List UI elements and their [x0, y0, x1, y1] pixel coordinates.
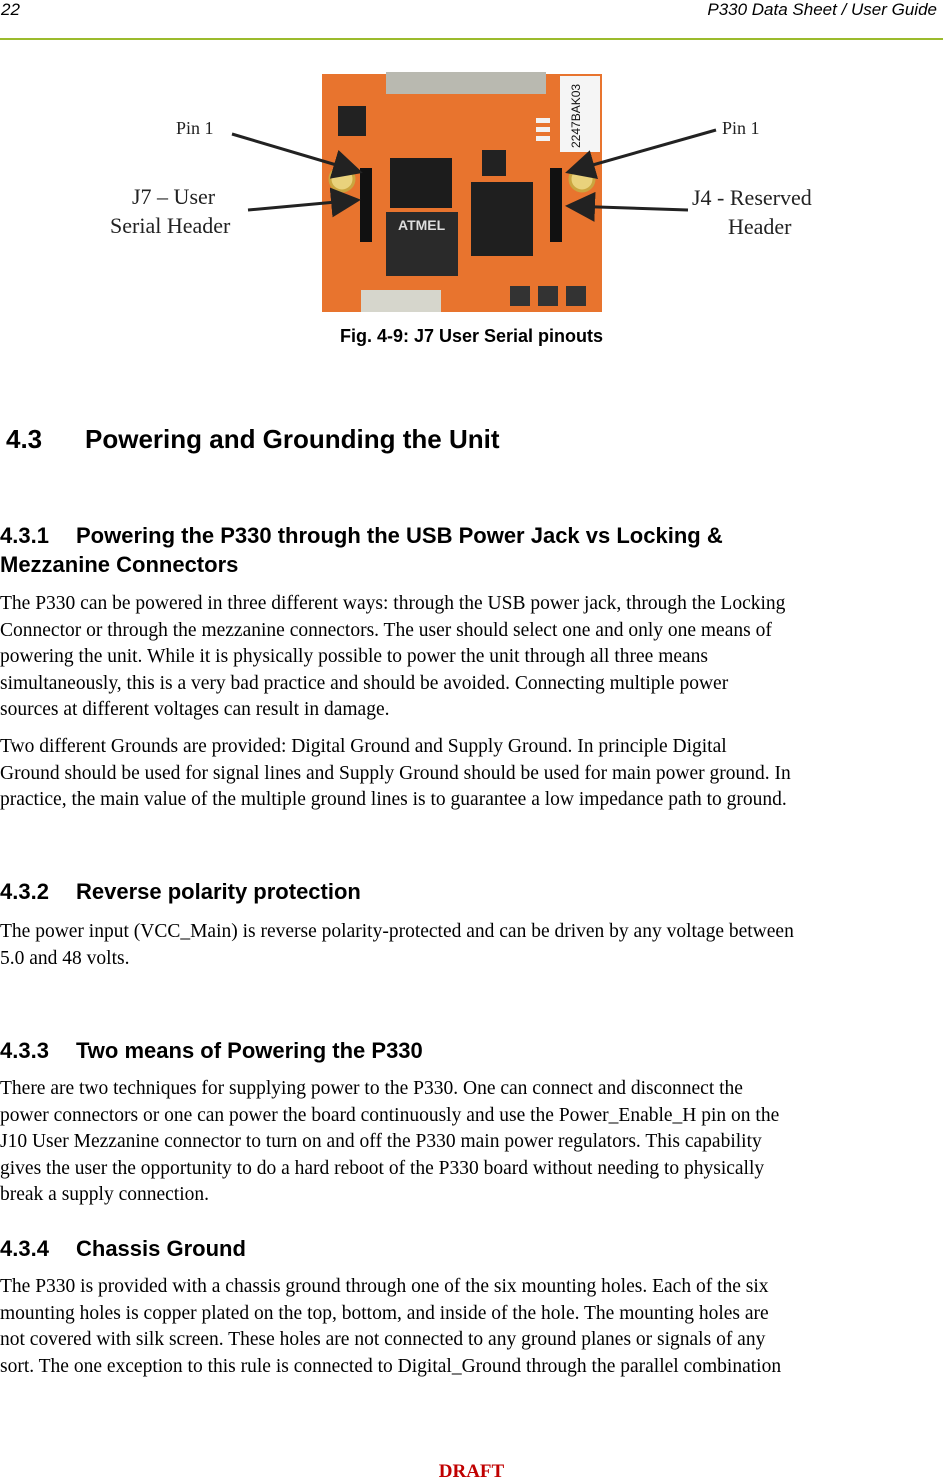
chip-upper [390, 158, 452, 208]
text-line: power connectors or one can power the board continuously and use the Power_Enable_H pin on the [0, 1104, 780, 1126]
text-line: Two different Grounds are provided: Digital Ground and Supply Ground. In principle Digital [0, 736, 727, 757]
paragraph-chassis-ground [0, 1274, 940, 1380]
text-line: powering the unit. While it is physically possible to power the unit through all three means [0, 646, 709, 668]
board-photo [106, 72, 836, 314]
figure-caption: Fig. 4-9: J7 User Serial pinouts [339, 326, 604, 346]
j4-header [550, 168, 562, 242]
subsection-title-cont: Mezzanine Connectors [0, 552, 239, 577]
led-2 [536, 127, 550, 132]
led-1 [536, 118, 550, 123]
text-line: practice, the main value of the multiple ground lines is to guarantee a low impedance path to ground. [0, 789, 787, 811]
text-line: sources at different voltages can result in damage. [0, 699, 390, 721]
text-line: mounting holes is copper plated on the top, bottom, and inside of the hole. The mounting holes are [0, 1302, 769, 1324]
text-line: break a supply connection. [0, 1184, 210, 1206]
bottom-connector [361, 290, 441, 312]
subsection-number: 4.3.3 [0, 1038, 49, 1063]
section-heading-4-3 [6, 424, 500, 455]
text-line: gives the user the opportunity to do a hard reboot of the P330 board without needing to physically [0, 1157, 765, 1179]
subsection-title: Two means of Powering the P330 [76, 1038, 423, 1063]
text-line: Ground should be used for signal lines and Supply Ground should be used for main power ground. In [0, 762, 791, 784]
page-header [0, 0, 943, 40]
subsection-title: Powering the P330 through the USB Power Jack vs Locking & [76, 523, 723, 548]
paragraph-grounds [0, 734, 940, 814]
text-line: J10 User Mezzanine connector to turn on and off the P330 main power regulators. This capability [0, 1131, 762, 1153]
chip-right [471, 182, 533, 256]
paragraph-power-sources [0, 591, 940, 724]
subsection-heading-4-3-3 [0, 1036, 900, 1065]
draft-watermark: DRAFT [438, 1461, 505, 1482]
subsection-number: 4.3.2 [0, 879, 49, 904]
text-line: The P330 can be powered in three different ways: through the USB power jack, through the Locking [0, 593, 786, 614]
subsection-heading-4-3-1 [0, 521, 900, 579]
subsection-title: Reverse polarity protection [76, 879, 361, 904]
label-pin1-left: Pin 1 [176, 118, 214, 138]
label-j7-line2: Serial Header [110, 213, 231, 238]
section-title: Powering and Grounding the Unit [85, 424, 500, 454]
section-number: 4.3 [6, 424, 43, 454]
subsection-heading-4-3-4 [0, 1234, 900, 1263]
text-line: There are two techniques for supplying power to the P330. One can connect and disconnect the [0, 1078, 743, 1099]
j7-header [360, 168, 372, 242]
paragraph-two-means [0, 1076, 940, 1209]
chip-mid [482, 150, 506, 176]
page-number: 22 [1, 0, 20, 19]
text-line: sort. The one exception to this rule is connected to Digital_Ground through the parallel combination [0, 1355, 782, 1377]
led-3 [536, 136, 550, 141]
inductor-2 [538, 286, 558, 306]
label-pin1-right: Pin 1 [722, 118, 760, 138]
header-rule [0, 38, 943, 40]
paragraph-reverse-polarity [0, 919, 940, 972]
text-line: The P330 is provided with a chassis ground through one of the six mounting holes. Each of the six [0, 1276, 769, 1297]
text-line: The power input (VCC_Main) is reverse polarity-protected and can be driven by any voltage between [0, 921, 794, 942]
chip-small [338, 106, 366, 136]
board-photo-figure [106, 72, 836, 314]
label-j4-line2: Header [728, 214, 792, 239]
chip-brand-text: ATMEL [398, 217, 446, 233]
top-connector [386, 72, 546, 94]
text-line: 5.0 and 48 volts. [0, 947, 130, 969]
serial-sticker-text: 2247BAK03 [569, 83, 583, 148]
subsection-heading-4-3-2 [0, 877, 900, 906]
label-j7-line1: J7 – User [132, 184, 216, 209]
label-j4-line1: J4 - Reserved [692, 185, 812, 210]
inductor-1 [510, 286, 530, 306]
text-line: Connector or through the mezzanine connectors. The user should select one and only one means of [0, 619, 772, 641]
text-line: simultaneously, this is a very bad practice and should be avoided. Connecting multiple power [0, 672, 729, 694]
subsection-number: 4.3.4 [0, 1236, 49, 1261]
subsection-title: Chassis Ground [76, 1236, 246, 1261]
inductor-3 [566, 286, 586, 306]
text-line: not covered with silk screen. These holes are not connected to any ground planes or signals of any [0, 1329, 766, 1351]
document-title: P330 Data Sheet / User Guide [707, 0, 937, 19]
subsection-number: 4.3.1 [0, 523, 49, 548]
